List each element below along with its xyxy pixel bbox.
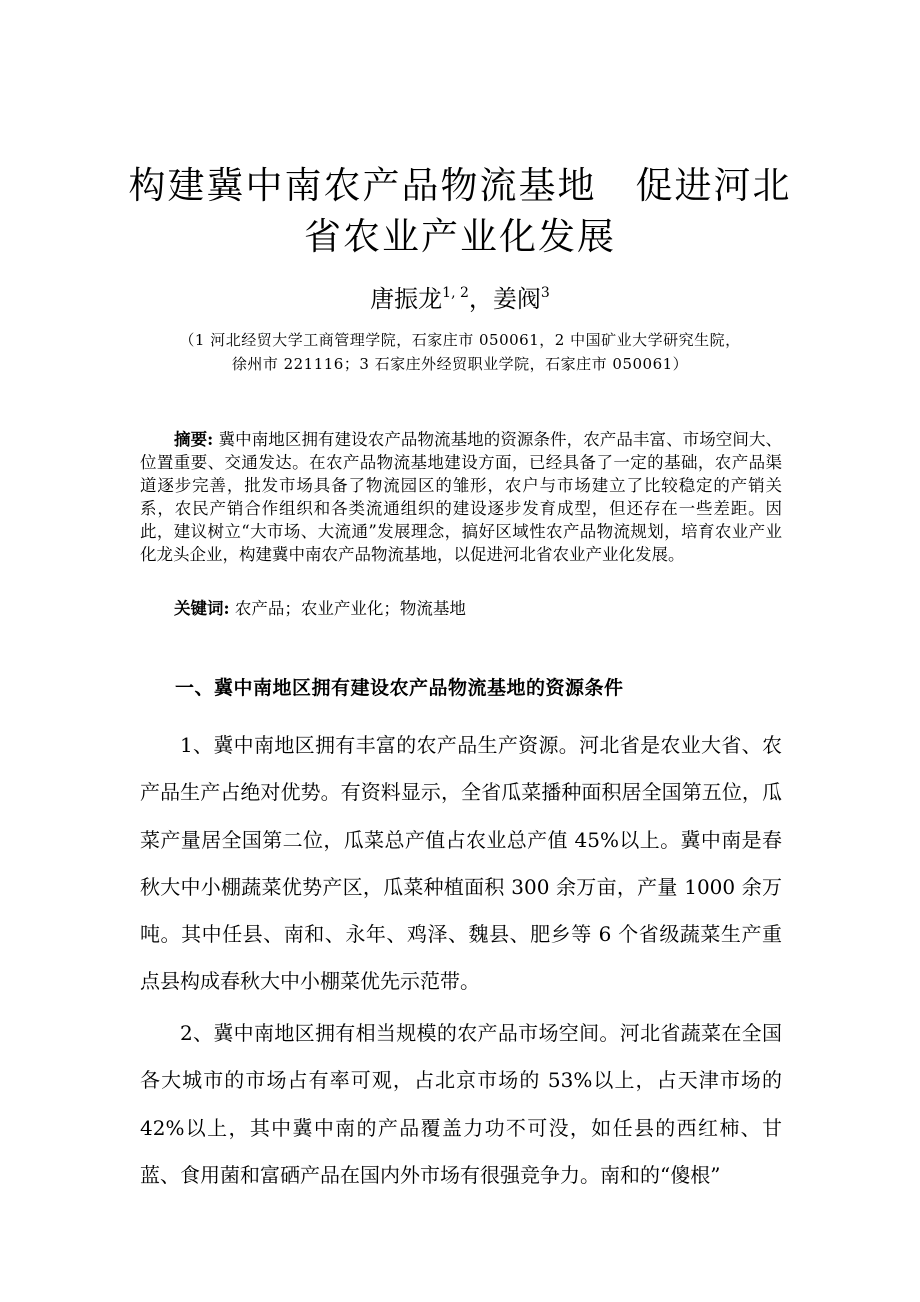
abstract-label: 摘要: xyxy=(174,430,214,449)
author-line xyxy=(0,287,920,311)
paper-title-line-1: 构建冀中南农产品物流基地 促进河北 xyxy=(128,164,792,207)
paper-title-line-2: 省农业产业化发展 xyxy=(304,215,616,258)
keywords-label: 关键词: xyxy=(174,599,230,618)
author-2-affiliation-mark: 3 xyxy=(540,285,550,301)
affiliation-line-1: （1 河北经贸大学工商管理学院，石家庄市 050061，2 中国矿业大学研究生院， xyxy=(179,331,741,349)
keywords-line xyxy=(174,597,466,620)
author-separator: ， xyxy=(468,285,493,313)
keywords-text: 农产品；农业产业化；物流基地 xyxy=(234,599,466,618)
author-1-affiliation-mark: 1, 2 xyxy=(442,285,469,301)
body-paragraph-2: 2、冀中南地区拥有相当规模的农产品市场空间。河北省蔬菜在全国各大城市的市场占有率可观，占北京市场的 53%以上，占天津市场的 42%以上，其中冀中南的产品覆盖力功不可没，如任县的西红柿、甘蓝、食用菌和富硒产品在国内外市场有很强竞争力。南和的“傻根” xyxy=(140,1021,782,1187)
body-paragraph-1: 1、冀中南地区拥有丰富的农产品生产资源。河北省是农业大省、农产品生产占绝对优势。有资料显示，全省瓜菜播种面积居全国第五位，瓜菜产量居全国第二位，瓜菜总产值占农业总产值 45%以上。冀中南是春秋大中小棚蔬菜优势产区，瓜菜种植面积 300 余万亩，产量 1000 余万吨。其中任县、南和、永年、鸡泽、魏县、肥乡等 6 个省级蔬菜生产重点县构成春秋大中小棚菜优先示范带。 xyxy=(140,733,782,994)
author-2-name: 姜阀 xyxy=(492,285,541,313)
affiliation-line-2: 徐州市 221116；3 石家庄外经贸职业学院，石家庄市 050061） xyxy=(231,355,689,373)
section-heading: 一、冀中南地区拥有建设农产品物流基地的资源条件 xyxy=(175,677,624,699)
abstract-block xyxy=(140,428,782,566)
author-1-name: 唐振龙 xyxy=(370,285,443,313)
abstract-text: 冀中南地区拥有建设农产品物流基地的资源条件，农产品丰富、市场空间大、位置重要、交通发达。在农产品物流基地建设方面，已经具备了一定的基础，农产品渠道逐步完善，批发市场具备了物流园区的雏形，农户与市场建立了比较稳定的产销关系，农民产销合作组织和各类流通组织的建设逐步发育成型，但还存在一些差距。因此，建议树立“大市场、大流通”发展理念，搞好区域性农产品物流规划，培育农业产业化龙头企业，构建冀中南农产品物流基地，以促进河北省农业产业化发展。 xyxy=(140,430,783,564)
